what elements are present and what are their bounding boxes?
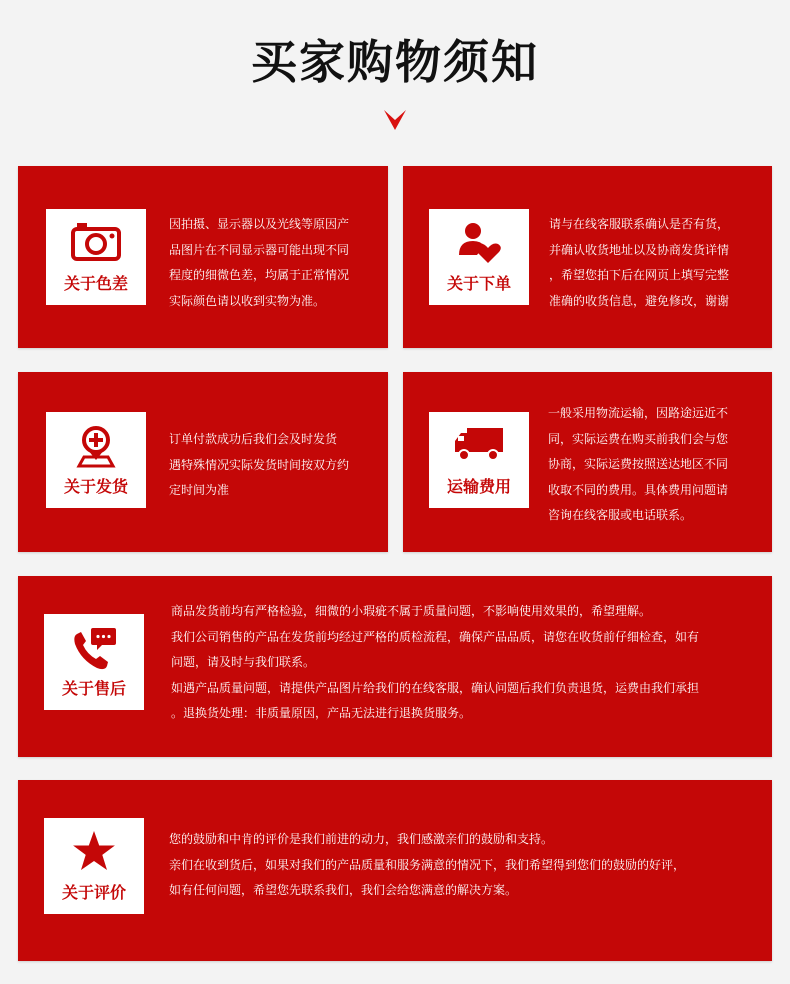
card-reviews: [18, 780, 772, 961]
text-line: 因拍摄、显示器以及光线等原因产: [169, 217, 350, 231]
text-line: 收取不同的费用。具体费用问题请: [548, 482, 729, 497]
text-line: 如遇产品质量问题，请提供产品图片给我们的在线客服，确认问题后我们负责退货，运费由我们承担: [171, 680, 700, 695]
text-line: 。退换货处理：非质量原因，产品无法进行退换货服务。: [171, 706, 472, 720]
card-after-sales: [18, 576, 772, 757]
text-line: 实际颜色请以收到实物为准。: [169, 293, 326, 308]
text-line: 协商，实际运费按照送达地区不同: [548, 457, 729, 471]
chevron-down-icon: [384, 110, 406, 130]
text-line: 您的鼓励和中肯的评价是我们前进的动力，我们感激亲们的鼓励和支持。: [169, 832, 554, 846]
icon-box: [46, 209, 146, 305]
icon-box: [44, 614, 144, 710]
card-text: [549, 212, 729, 314]
card-text: [169, 212, 349, 314]
text-line: 订单付款成功后我们会及时发货: [169, 432, 338, 446]
text-line: 我们公司销售的产品在发货前均经过严格的质检流程，确保产品品质，请您在收货前仔细检查，如有: [171, 629, 700, 644]
card-color-difference: [18, 166, 388, 348]
text-line: 请与在线客服联系确认是否有货，: [549, 217, 730, 231]
card-label: 关于色差: [63, 274, 128, 293]
card-text: [171, 599, 699, 727]
text-line: 并确认收货地址以及协商发货详情: [549, 242, 730, 257]
card-shipping-cost: [403, 372, 772, 552]
text-line: 遇特殊情况实际发货时间按双方约: [169, 457, 350, 472]
text-line: 问题，请及时与我们联系。: [171, 655, 316, 669]
text-line: 咨询在线客服或电话联系。: [548, 508, 693, 522]
icon-box: [429, 412, 529, 508]
card-text: [548, 401, 728, 529]
star-icon: [72, 830, 116, 872]
location-pin-icon: [76, 424, 116, 468]
camera-icon: [71, 221, 121, 261]
text-line: 一般采用物流运输，因路途远近不: [548, 406, 729, 420]
card-label: 关于下单: [446, 274, 511, 293]
delivery-truck-icon: [453, 424, 505, 464]
icon-box: [46, 412, 146, 508]
card-ordering: [403, 166, 772, 348]
page-title: 买家购物须知: [251, 35, 539, 89]
phone-chat-icon: [71, 626, 117, 672]
card-label: 运输费用: [446, 477, 511, 496]
card-shipping: [18, 372, 388, 552]
icon-box: [44, 818, 144, 914]
text-line: 商品发货前均有严格检验，细微的小瑕疵不属于质量问题，不影响使用效果的，希望理解。: [171, 604, 652, 618]
customer-service-heart-icon: [457, 221, 501, 265]
card-label: 关于评价: [61, 883, 126, 902]
text-line: 定时间为准: [169, 483, 230, 497]
icon-box: [429, 209, 529, 305]
text-line: ，希望您拍下后在网页上填写完整: [549, 268, 730, 282]
card-text: [169, 427, 349, 504]
text-line: 程度的细微色差，均属于正常情况: [169, 268, 350, 282]
card-text: [169, 827, 685, 904]
text-line: 同，实际运费在购买前我们会与您: [548, 431, 729, 446]
text-line: 准确的收货信息，避免修改，谢谢: [549, 293, 730, 308]
text-line: 品图片在不同显示器可能出现不同: [169, 242, 350, 257]
card-label: 关于发货: [63, 477, 128, 496]
card-label: 关于售后: [61, 679, 126, 698]
text-line: 亲们在收到货后，如果对我们的产品质量和服务满意的情况下，我们希望得到您们的鼓励的好评，: [169, 857, 686, 872]
text-line: 如有任何问题，希望您先联系我们，我们会给您满意的解决方案。: [169, 883, 518, 897]
